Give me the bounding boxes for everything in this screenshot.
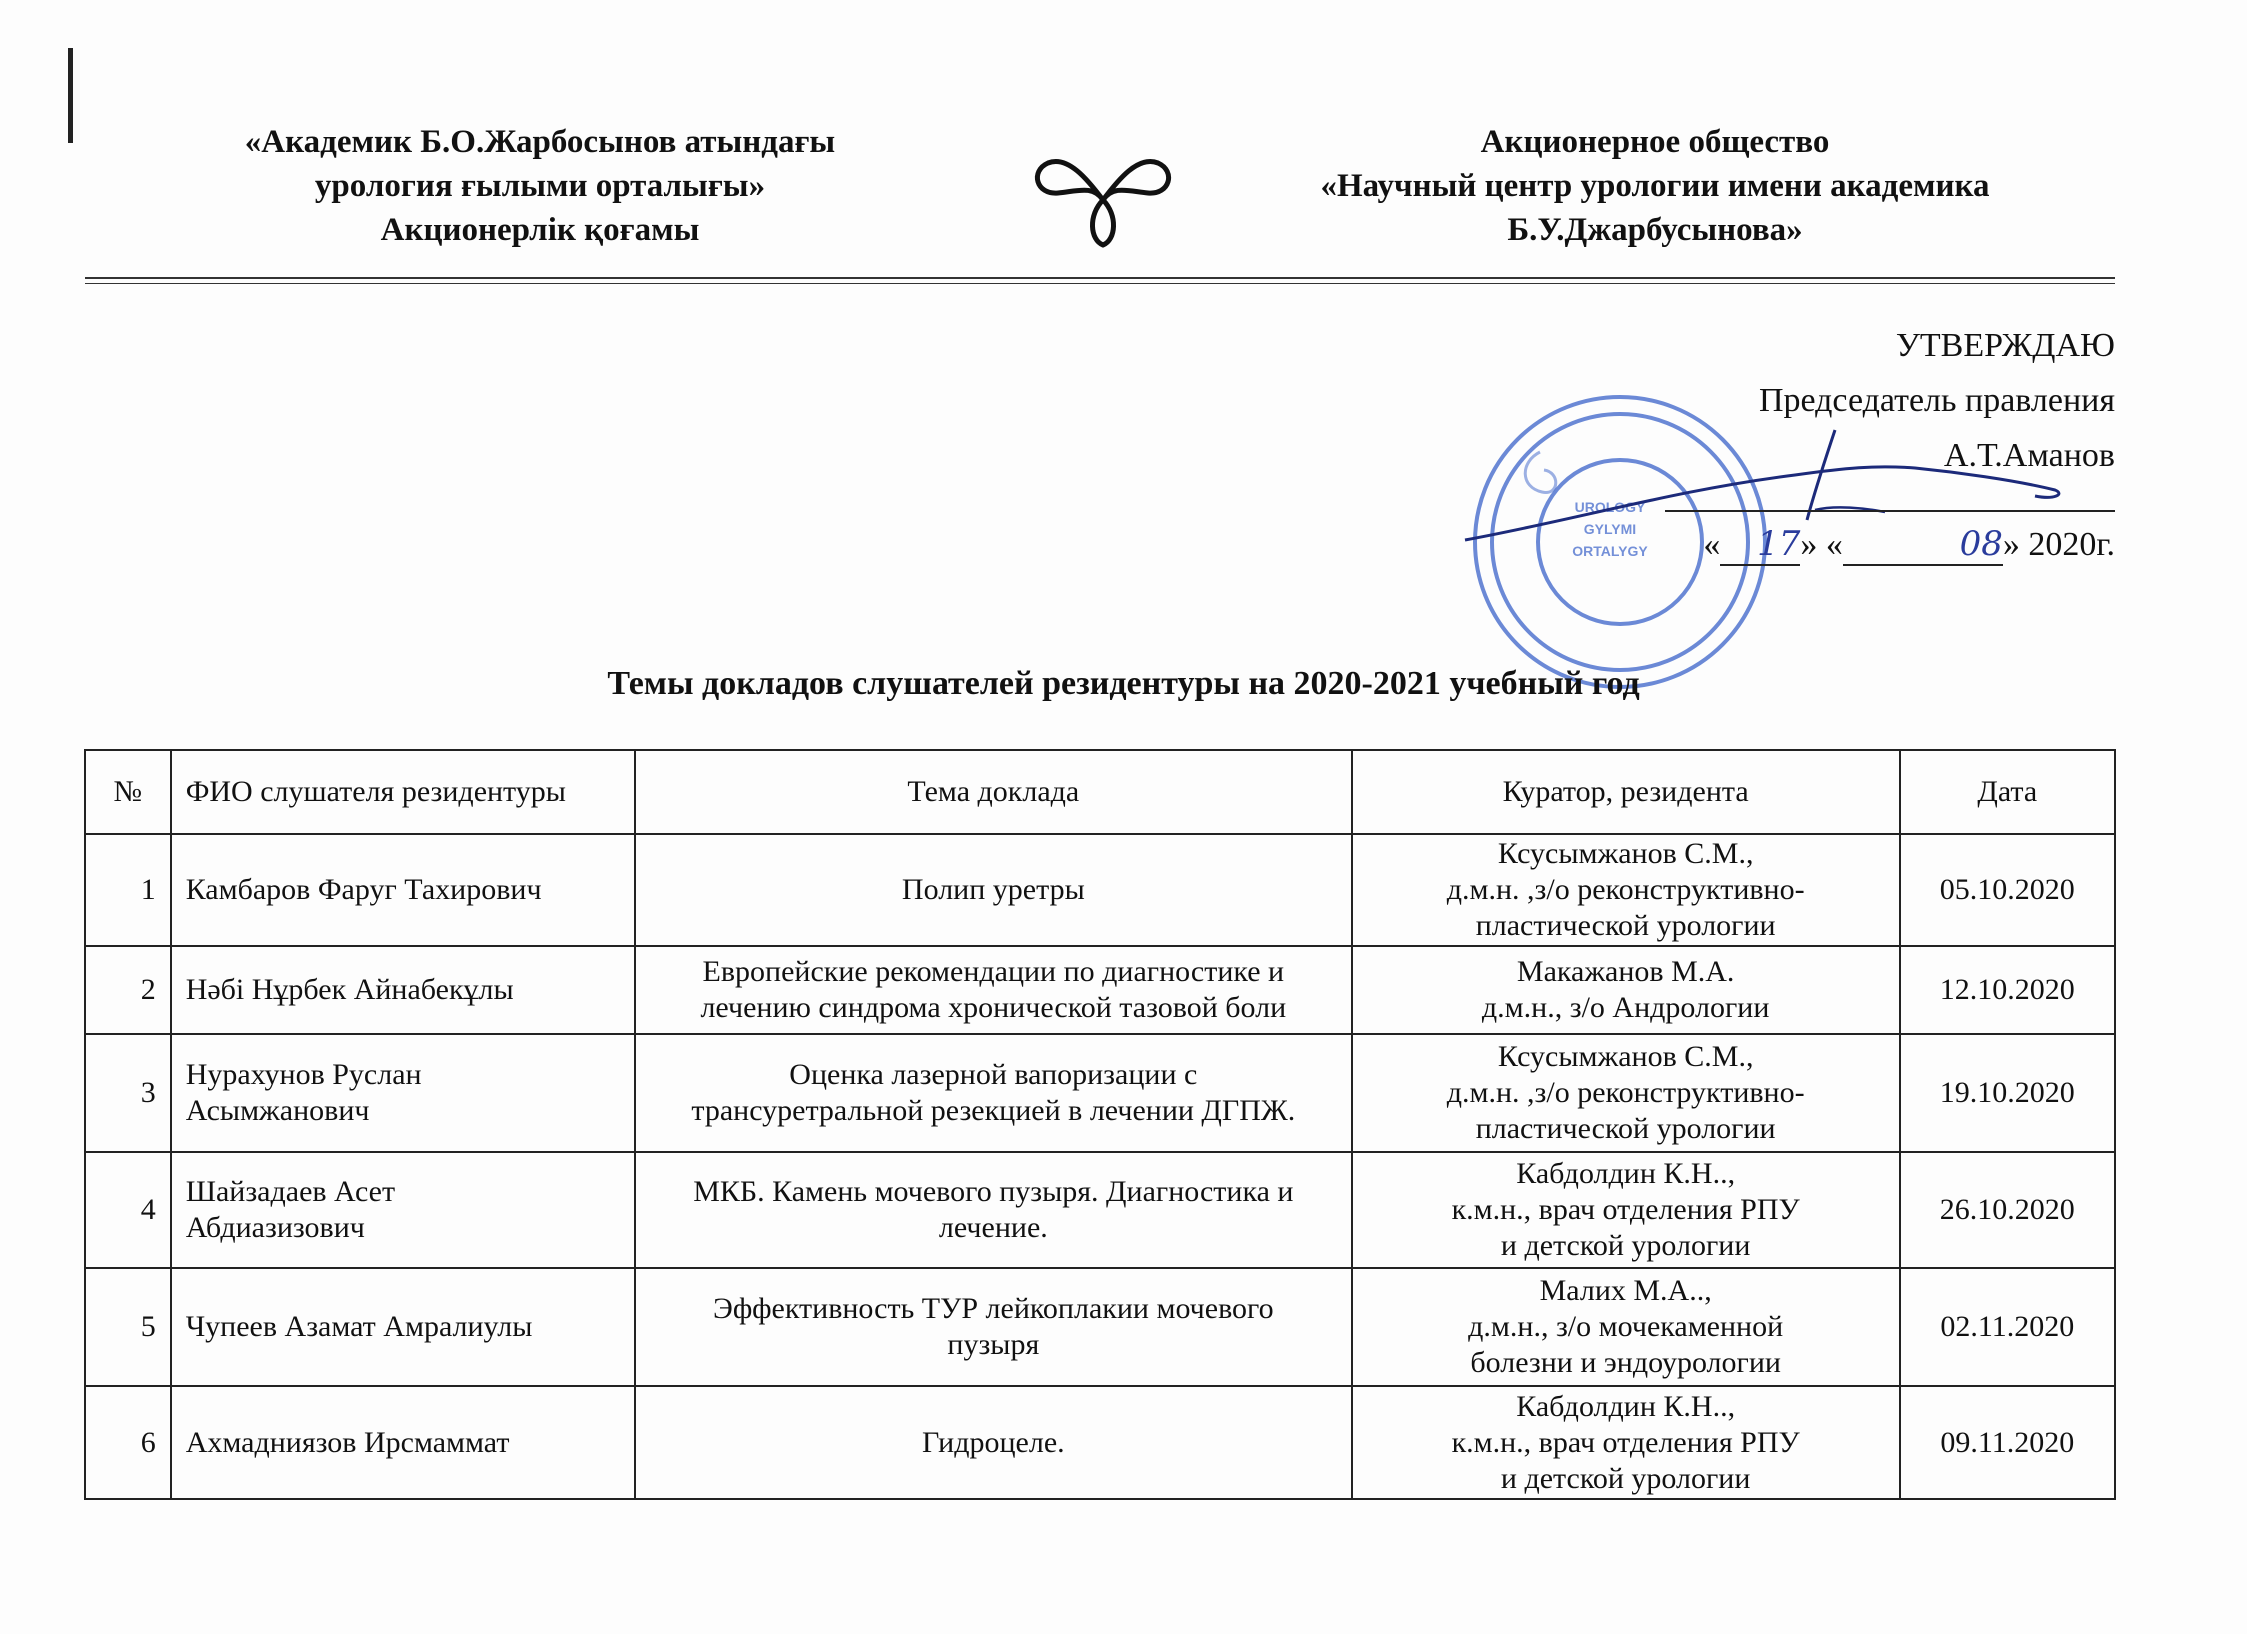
date-day-value: 17 [1757,524,1801,564]
topic-line: трансуретральной резекцией в лечении ДГПЖ. [691,1094,1296,1127]
report-date: 26.10.2020 [1900,1152,2115,1268]
curator-line: д.м.н., з/о Андрологии [1481,991,1770,1024]
curator-line: к.м.н., врач отделения РПУ [1451,1193,1800,1226]
curator-line: пластической урологии [1475,909,1776,942]
table-row [85,1034,2115,1152]
approval-date [1555,524,2115,566]
header-left-line: урология ғылыми орталығы» [314,168,766,204]
table-row [85,1268,2115,1386]
curator-line: д.м.н. ,з/о реконструктивно- [1446,1076,1805,1109]
col-header-name: ФИО слушателя резидентуры [171,750,635,834]
topic-line: Гидроцеле. [921,1425,1065,1459]
col-header-date: Дата [1900,750,2115,834]
document-title: Темы докладов слушателей резидентуры на 2020-2021 учебный год [607,665,1640,702]
curator-line: пластической урологии [1475,1112,1776,1145]
name-line: Абдиазизович [185,1211,365,1244]
report-topics-table [84,749,2116,1500]
curator [1352,1152,1900,1268]
resident-name [171,834,635,946]
report-date: 09.11.2020 [1900,1386,2115,1499]
curator-line: д.м.н. ,з/о реконструктивно- [1446,873,1805,906]
date-open-quote: « [1703,526,1721,563]
row-number: 1 [85,834,171,946]
curator-line: Кабдолдин К.Н.., [1516,1389,1736,1423]
curator-line: и детской урологии [1500,1229,1751,1262]
approval-block [1215,318,2115,483]
header-right-line: Акционерное общество [1480,124,1830,160]
row-number: 3 [85,1034,171,1152]
date-day-field [1720,524,1800,566]
header-right-line: «Научный центр урологии имени академика [1320,168,1990,204]
resident-name [171,1268,635,1386]
name-line: Камбаров Фаруг Тахирович [185,873,542,906]
resident-name [171,1386,635,1499]
table-row [85,834,2115,946]
header-left-line: Акционерлік қоғамы [380,212,700,248]
report-topic [635,834,1352,946]
row-number: 5 [85,1268,171,1386]
report-topic [635,946,1352,1034]
name-line: Ахмадниязов Ирсмаммат [185,1425,510,1459]
report-date: 19.10.2020 [1900,1034,2115,1152]
curator-line: Ксусымжанов С.М., [1497,837,1754,870]
topic-line: лечению синдрома хронической тазовой боли [700,991,1287,1024]
resident-name [171,946,635,1034]
table-row [85,946,2115,1034]
report-topic [635,1034,1352,1152]
urology-center-emblem-icon [1028,145,1178,250]
date-year: » 2020г. [2002,526,2115,563]
report-date: 02.11.2020 [1900,1268,2115,1386]
header-left-line: «Академик Б.О.Жарбосынов атындағы [244,124,836,160]
scan-margin-mark [68,48,73,143]
topic-line: пузыря [947,1328,1040,1361]
curator-line: Малих М.А.., [1539,1274,1712,1307]
curator [1352,1386,1900,1499]
table-row [85,1386,2115,1499]
report-topic [635,1268,1352,1386]
curator [1352,834,1900,946]
topic-line: Оценка лазерной вапоризации с [789,1058,1198,1091]
resident-name [171,1034,635,1152]
curator-line: болезни и эндоурологии [1470,1346,1781,1379]
col-header-topic: Тема доклада [635,750,1352,834]
name-line: Нәбі Нұрбек Айнабекұлы [185,973,514,1006]
row-number: 6 [85,1386,171,1499]
table-header-row [85,750,2115,834]
report-topic [635,1386,1352,1499]
date-month-field [1843,524,2003,566]
curator [1352,1268,1900,1386]
name-line: Шайзадаев Асет [185,1175,396,1208]
curator-line: Кабдолдин К.Н.., [1516,1157,1736,1190]
header-russian-org-name [1220,120,2090,252]
curator-line: д.м.н., з/о мочекаменной [1468,1310,1784,1343]
header-right-line: Б.У.Джарбусынова» [1507,212,1803,248]
approval-heading: УТВЕРЖДАЮ [1895,327,2115,364]
topic-line: Эффективность ТУР лейкоплакии мочевого [713,1292,1274,1325]
row-number: 4 [85,1152,171,1268]
curator-line: к.м.н., врач отделения РПУ [1451,1425,1800,1459]
name-line: Асымжанович [185,1094,370,1127]
date-month-value: 08 [1959,524,2003,564]
report-date: 05.10.2020 [1900,834,2115,946]
topic-line: лечение. [938,1211,1048,1244]
col-header-curator: Куратор, резидента [1352,750,1900,834]
report-date: 12.10.2020 [1900,946,2115,1034]
svg-text:GYLYMI: GYLYMI [1583,521,1637,537]
row-number: 2 [85,946,171,1034]
col-header-number: № [85,750,171,834]
signature-line [1665,510,2115,512]
header-kazakh-org-name [170,120,910,252]
svg-text:UROLOGY: UROLOGY [1574,499,1646,515]
topic-line: Полип уретры [901,873,1085,906]
curator-line: Макажанов М.А. [1516,955,1735,988]
name-line: Нурахунов Руслан [185,1058,422,1091]
topic-line: МКБ. Камень мочевого пузыря. Диагностика и [693,1175,1294,1208]
curator-line: Ксусымжанов С.М., [1497,1040,1754,1073]
svg-text:ORTALYGY: ORTALYGY [1572,543,1648,559]
curator [1352,946,1900,1034]
resident-name [171,1152,635,1268]
curator-line: и детской урологии [1500,1461,1751,1495]
table-row [85,1152,2115,1268]
header-divider [85,277,2115,284]
approver-position: Председатель правления [1758,382,2115,419]
approver-name: А.Т.Аманов [1943,437,2115,474]
curator [1352,1034,1900,1152]
name-line: Чупеев Азамат Амралиулы [185,1310,533,1343]
topic-line: Европейские рекомендации по диагностике и [702,955,1285,988]
date-separator: » « [1800,526,1843,563]
report-topic [635,1152,1352,1268]
